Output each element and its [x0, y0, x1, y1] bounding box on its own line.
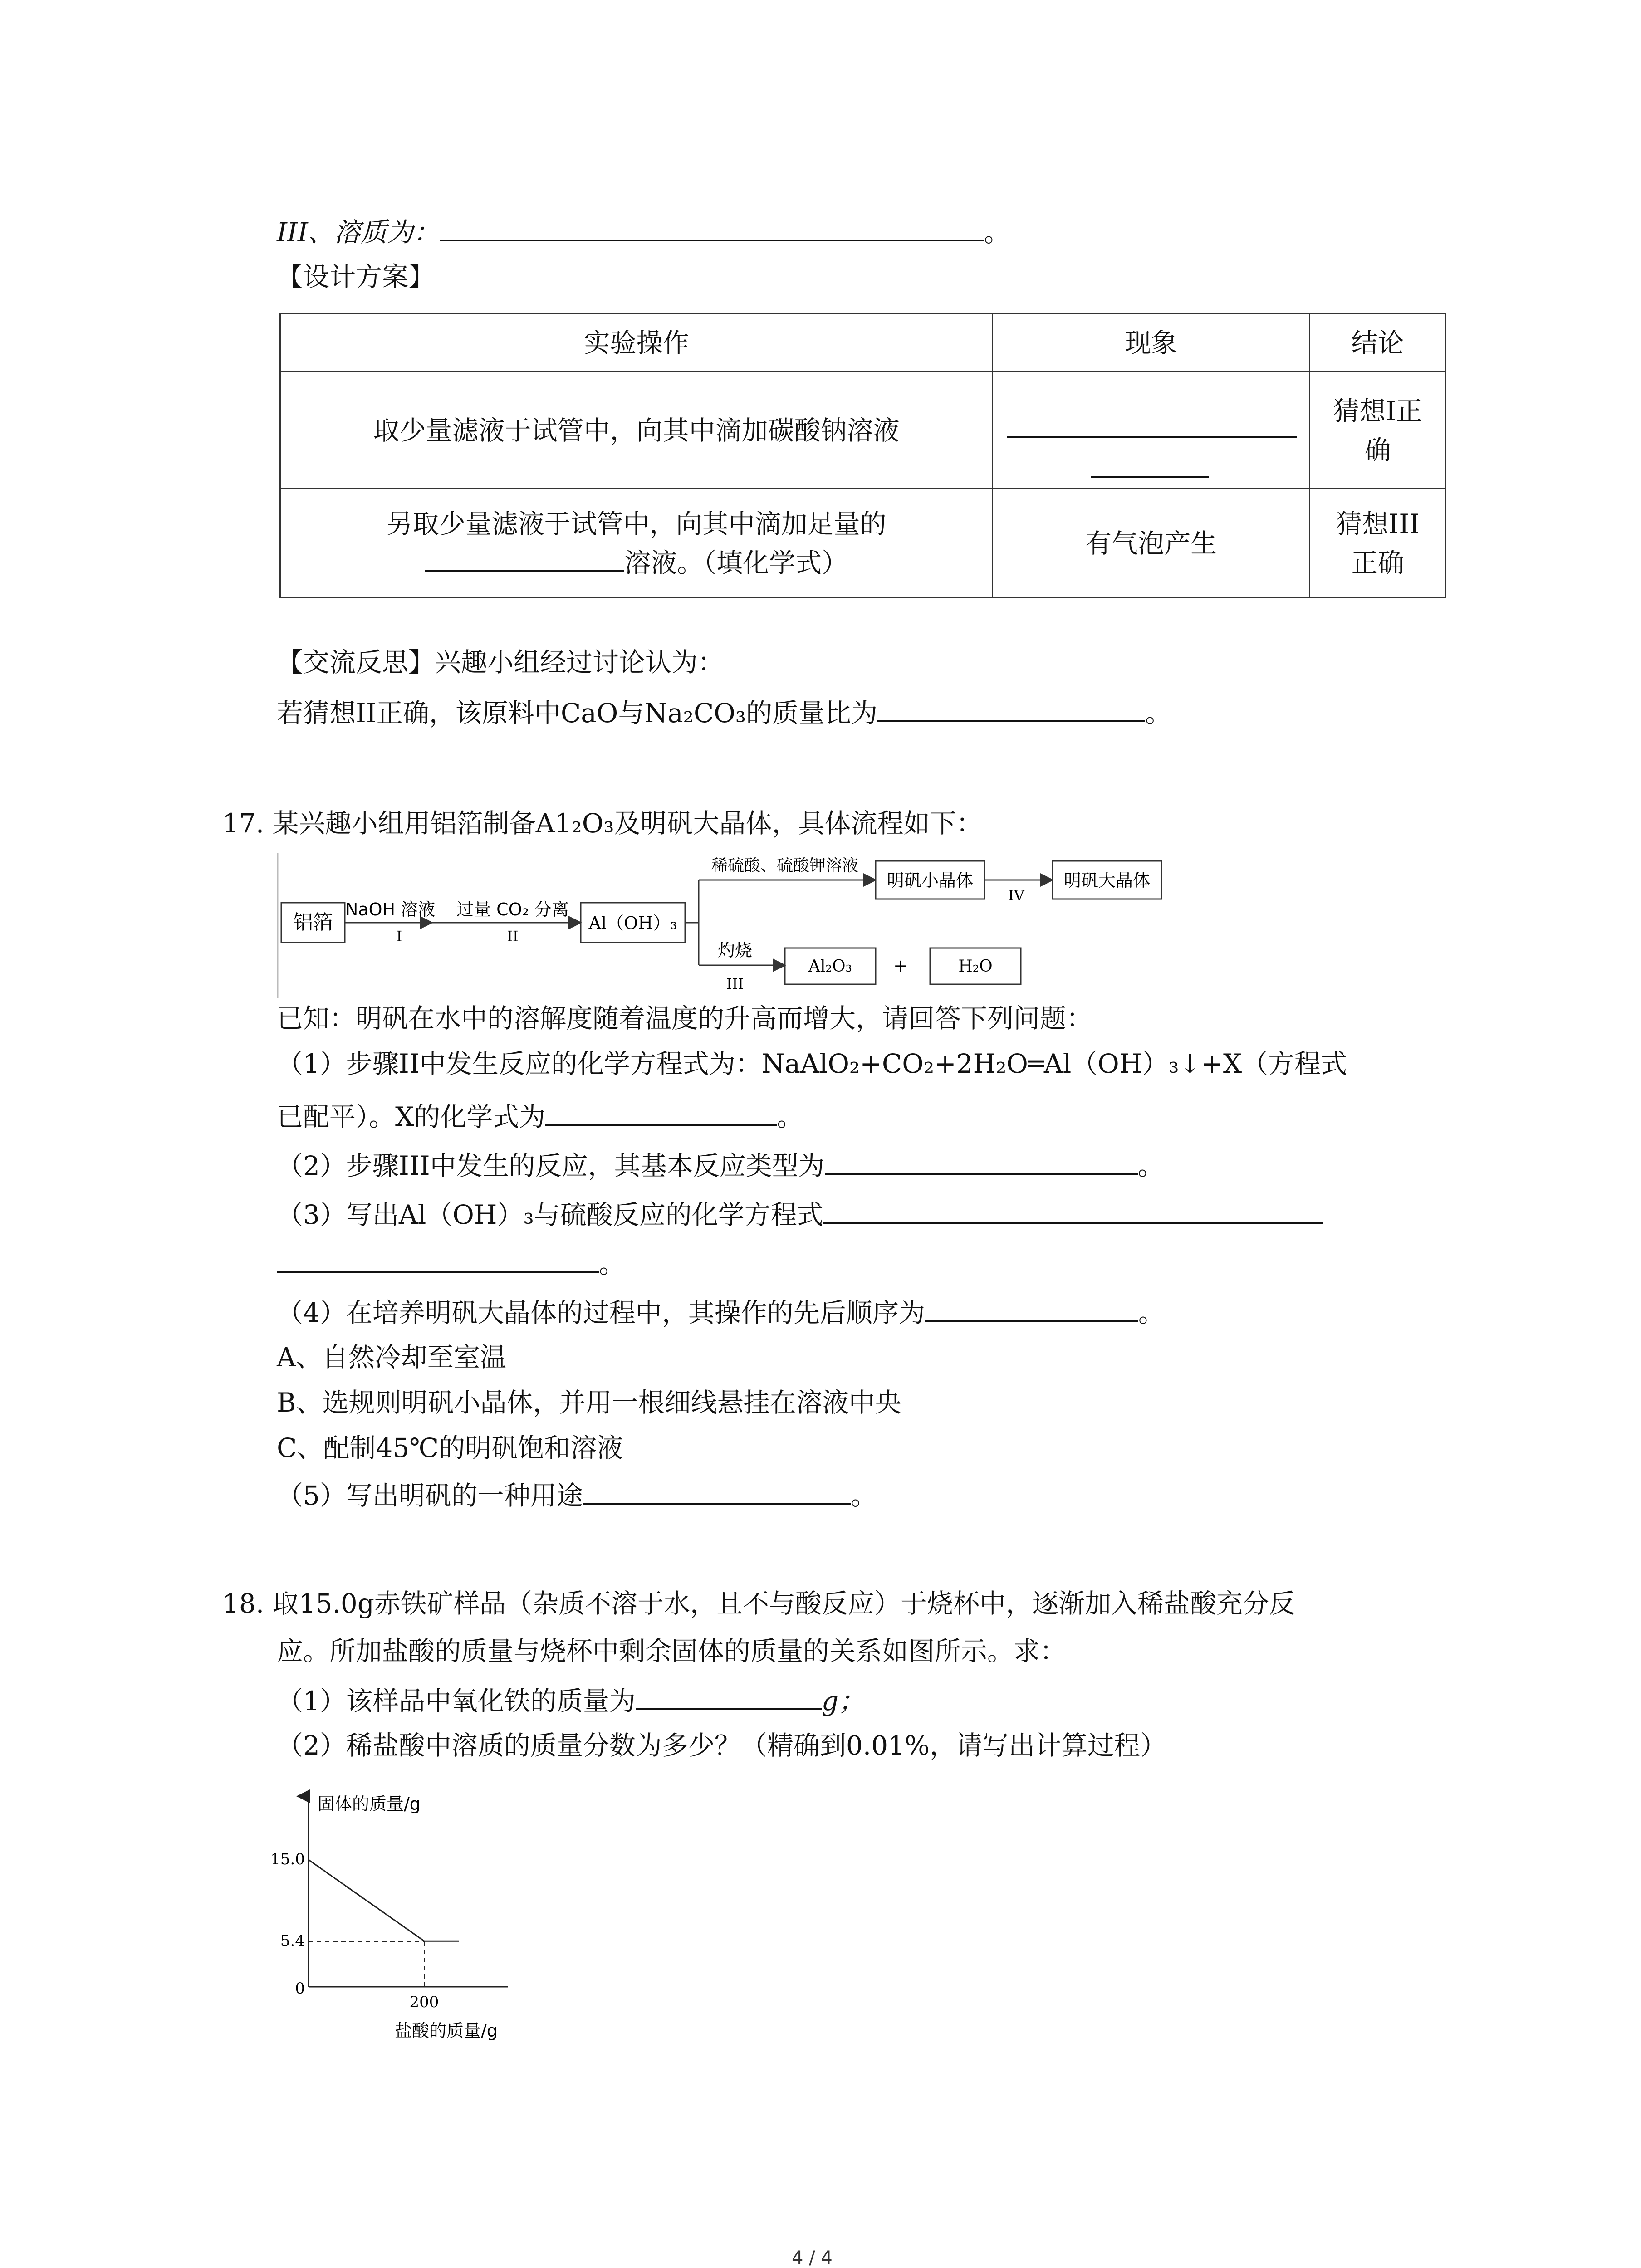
flow-product-alumina: Al₂O₃	[808, 957, 852, 976]
q17-p3: （3）写出Al（OH）₃与硫酸反应的化学方程式	[277, 1196, 1323, 1233]
q18-p2: （2）稀盐酸中溶质的质量分数为多少？（精确到0.01%，请写出计算过程）	[277, 1730, 1167, 1761]
q17-known: 已知：明矾在水中的溶解度随着温度的升高而增大，请回答下列问题：	[277, 1003, 1093, 1034]
row2-conclusion: 猜想III 正确	[1310, 489, 1446, 598]
solid-mass-graph	[254, 1787, 526, 2041]
row1-phenomenon-blank-1[interactable]	[1007, 436, 1297, 438]
row2-operation: 另取少量滤液于试管中，向其中滴加足量的 溶液。（填化学式）	[280, 489, 993, 598]
solute-3-line: III、溶质为： 。	[277, 213, 1010, 250]
q17-p3-blank[interactable]	[823, 1196, 1323, 1224]
row1-phenomenon-blank-2[interactable]	[1091, 476, 1209, 478]
graph-ytick-5-4: 5.4	[280, 1932, 305, 1950]
graph-xlabel: 盐酸的质量/g	[395, 2021, 498, 2041]
q18-p1: （1）该样品中氧化铁的质量为 g；	[277, 1682, 865, 1719]
q17-p1-line2: 已配平）。X的化学式为 。	[277, 1098, 803, 1135]
q17-intro: 17. 某兴趣小组用铝箔制备A1₂O₃及明矾大晶体，具体流程如下：	[222, 808, 983, 839]
row1-operation: 取少量滤液于试管中，向其中滴加碳酸钠溶液	[280, 372, 993, 489]
q17-option-a: A、自然冷却至室温	[277, 1342, 506, 1373]
ratio-answer-blank[interactable]	[877, 694, 1145, 722]
graph-series	[309, 1860, 460, 1941]
row1-phenomenon	[993, 372, 1310, 489]
header-phenomenon: 现象	[993, 314, 1310, 372]
flow-step2-num: II	[507, 928, 519, 945]
design-heading: 【设计方案】	[277, 261, 435, 292]
flow-aluminum-foil: 铝箔	[293, 911, 333, 934]
alum-process-flowchart	[277, 853, 1166, 998]
solute-3-label: III、溶质为：	[277, 217, 440, 248]
flow-lower-label: 灼烧	[717, 940, 753, 960]
q17-p4: （4）在培养明矾大晶体的过程中，其操作的先后顺序为 。	[277, 1294, 1165, 1331]
flow-product-water: H₂O	[958, 957, 993, 976]
q17-p2-blank[interactable]	[825, 1147, 1138, 1175]
q17-p1-blank[interactable]	[545, 1098, 777, 1126]
q17-p5: （5）写出明矾的一种用途 。	[277, 1476, 877, 1514]
header-operation: 实验操作	[280, 314, 993, 372]
flow-step4-num: IV	[1008, 887, 1024, 904]
q18-line1: 18. 取15.0g赤铁矿样品（杂质不溶于水，且不与酸反应）于烧杯中，逐渐加入稀盐酸充分反	[222, 1588, 1295, 1619]
q17-p3-blank-2[interactable]	[277, 1245, 599, 1273]
q17-p3-continued: 。	[277, 1245, 625, 1282]
flow-step1-label: NaOH 溶液	[345, 899, 436, 919]
row1-conclusion: 猜想I正 确	[1310, 372, 1446, 489]
row2-formula-blank[interactable]	[425, 544, 624, 572]
graph-ytick-15: 15.0	[270, 1850, 305, 1868]
q17-p4-blank[interactable]	[925, 1294, 1138, 1322]
page-number: 4 / 4	[792, 2248, 833, 2268]
q18-line2: 应。所加盐酸的质量与烧杯中剩余固体的质量的关系如图所示。求：	[277, 1636, 1067, 1667]
graph-ylabel: 固体的质量/g	[318, 1794, 421, 1814]
q17-option-c: C、配制45℃的明矾饱和溶液	[277, 1432, 623, 1463]
flow-step3-num: III	[726, 975, 744, 992]
flow-small-crystal: 明矾小晶体	[887, 870, 974, 890]
graph-solid-mass-line	[309, 1860, 459, 1941]
q17-option-b: B、选规则明矾小晶体，并用一根细线悬挂在溶液中央	[277, 1387, 901, 1418]
graph-xtick-200: 200	[409, 1993, 439, 2011]
experiment-table	[279, 313, 1446, 598]
flow-aluminum-hydroxide: Al（OH）₃	[588, 913, 677, 933]
ratio-question: 若猜想II正确，该原料中CaO与Na₂CO₃的质量比为 。	[277, 694, 1171, 731]
q17-p5-blank[interactable]	[583, 1476, 851, 1505]
flow-upper-reagent: 稀硫酸、硫酸钾溶液	[711, 856, 859, 875]
header-conclusion: 结论	[1310, 314, 1446, 372]
flow-large-crystal: 明矾大晶体	[1063, 870, 1151, 890]
flow-plus: +	[893, 956, 908, 976]
q17-p1-line1: （1）步骤II中发生反应的化学方程式为：NaAlO₂+CO₂+2H₂O═Al（OH）₃↓+X（方程式	[277, 1048, 1347, 1079]
solute-3-answer-blank[interactable]	[440, 213, 984, 241]
flow-step1-num: I	[396, 928, 402, 945]
row2-phenomenon: 有气泡产生	[993, 489, 1310, 598]
flow-step2-label: 过量 CO₂ 分离	[456, 899, 569, 919]
q17-p2: （2）步骤III中发生的反应，其基本反应类型为 。	[277, 1147, 1164, 1184]
reflection-heading: 【交流反思】兴趣小组经过讨论认为：	[277, 647, 725, 678]
q18-p1-blank[interactable]	[636, 1682, 822, 1710]
graph-origin: 0	[295, 1980, 305, 1998]
